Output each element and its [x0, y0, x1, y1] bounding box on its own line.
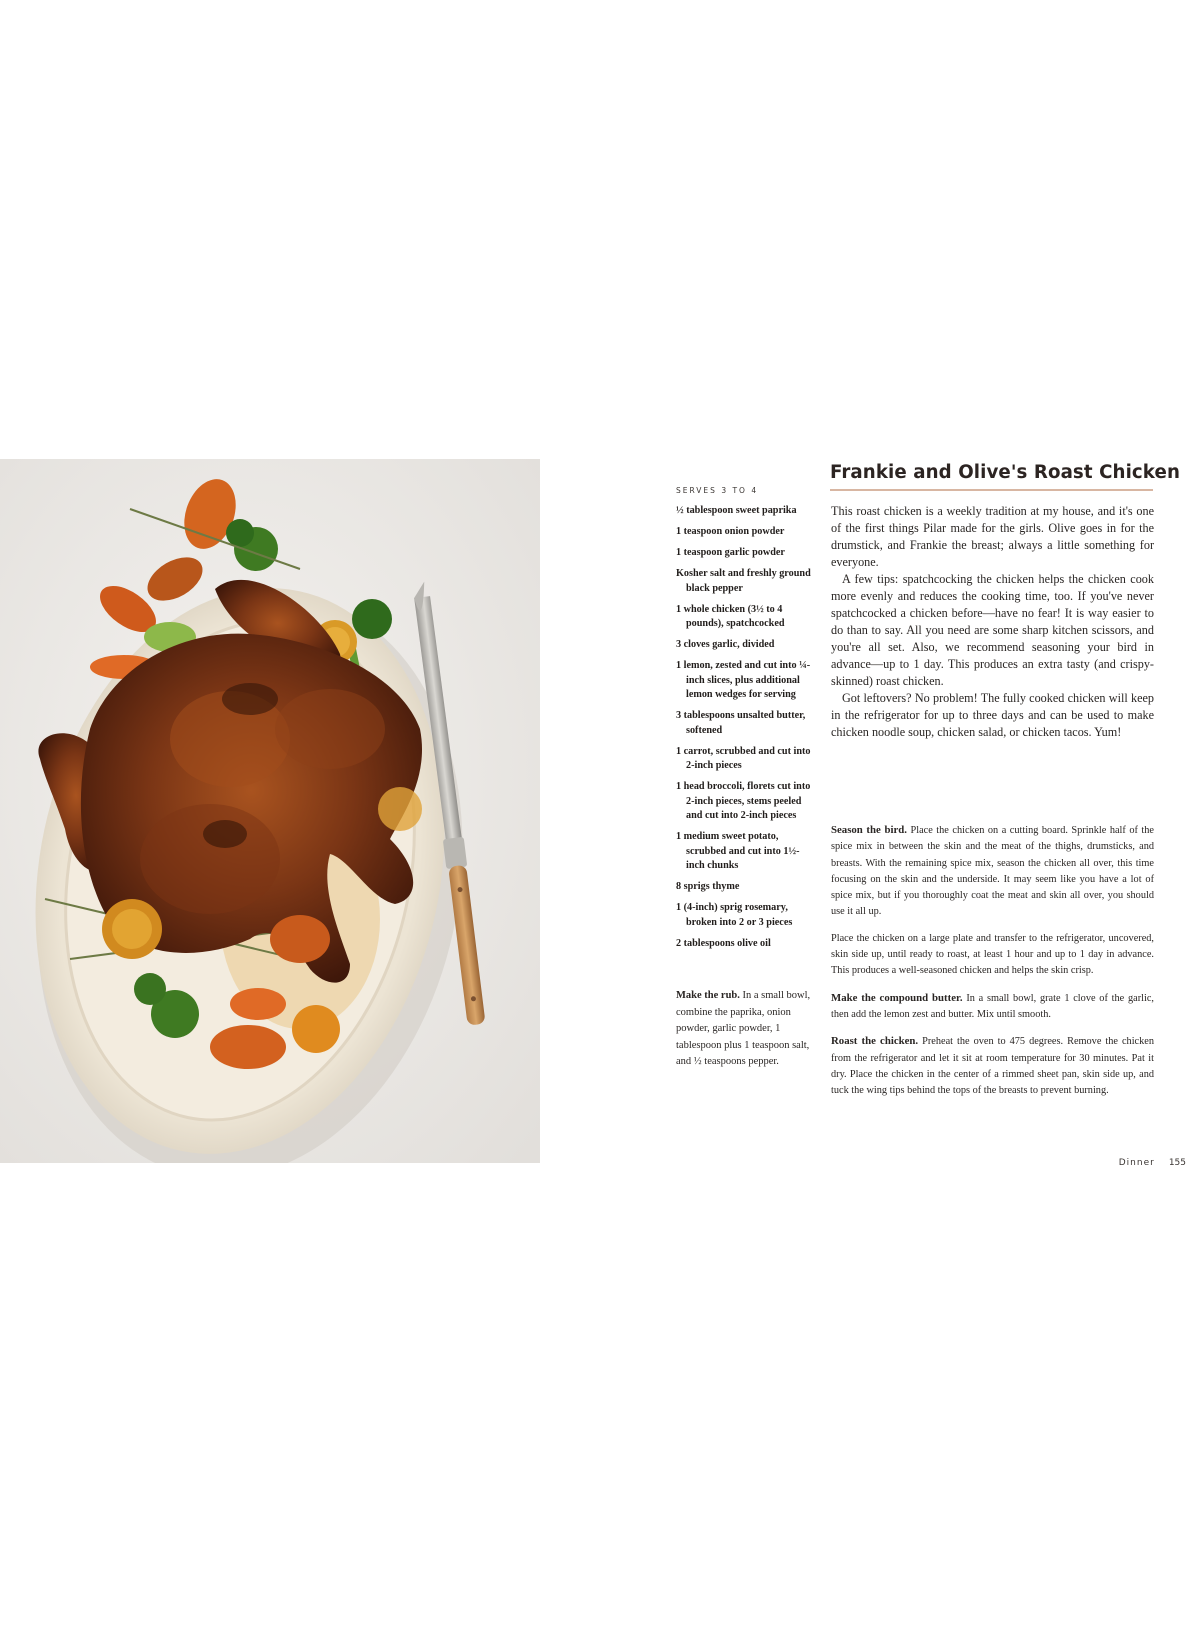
section-name: Dinner: [1118, 1158, 1155, 1168]
method-step: [831, 1033, 1154, 1099]
ingredient-item: 1 lemon, zested and cut into ¼-inch slices, plus additional lemon wedges for serving: [676, 660, 811, 700]
ingredient-item: 1 (4-inch) sprig rosemary, broken into 2 or 3 pieces: [676, 902, 793, 928]
ingredient-item: 1 teaspoon garlic powder: [676, 547, 785, 558]
title-divider: [830, 489, 1153, 491]
step-text: In a small bowl, grate 1 clove of the garlic, then add the lemon zest and butter. Mix until smooth.: [831, 992, 1154, 1020]
step-text: Place the chicken on a large plate and transfer to the refrigerator, uncovered, skin side up, until ready to roast, at least 1 hour and up to 1 day in advance. This produces a well-seasoned chicken and helps the skin crisp.: [831, 932, 1154, 977]
recipe-photo: [0, 459, 540, 1163]
step-heading: Make the compound butter.: [831, 991, 963, 1004]
headnote-paragraph: This roast chicken is a weekly tradition at my house, and it's one of the first things Pilar made for the girls. Olive goes in for the drumstick, and Frankie the breast; always a little something for everyone.: [831, 504, 1154, 569]
ingredient-item: 8 sprigs thyme: [676, 881, 740, 892]
step-heading: Roast the chicken.: [831, 1035, 919, 1048]
step-heading: Season the bird.: [831, 824, 907, 836]
ingredient-item: 1 teaspoon onion powder: [676, 526, 785, 537]
page-footer: [1119, 1158, 1186, 1168]
serves-label: SERVES 3 TO 4: [676, 486, 759, 495]
rub-text: In a small bowl, combine the paprika, onion powder, garlic powder, 1 tablespoon plus 1 teaspoon salt, and ½ teaspoons pepper.: [676, 990, 811, 1067]
recipe-title: Frankie and Olive's Roast Chicken: [830, 462, 1180, 483]
page-number: 155: [1168, 1158, 1186, 1168]
ingredient-item: 1 medium sweet potato, scrubbed and cut into 1½-inch chunks: [676, 831, 800, 871]
method-step: [831, 931, 1154, 980]
step-text: Place the chicken on a cutting board. Sprinkle half of the spice mix in between the skin and the meat of the thighs, drumsticks, and breasts. With the remaining spice mix, season the chicken all over, this time focusing on the skin and the underside. It may seem like you have a lot of spice mix, but if you thoroughly coat the meat and skin all over, you should use it all up.: [831, 825, 1155, 918]
step-text: Preheat the oven to 475 degrees. Remove the chicken from the refrigerator and let it sit at room temperature for 30 minutes. Pat it dry. Place the chicken in the center of a rimmed sheet pan, skin side up, and tuck the wing tips behind the tops of the breasts to prevent burning.: [831, 1036, 1154, 1097]
headnote-paragraph: Got leftovers? No problem! The fully cooked chicken will keep in the refrigerator for up to three days and can be used to make chicken noodle soup, chicken salad, or chicken tacos. Yum!: [831, 691, 1154, 739]
ingredient-item: 2 tablespoons olive oil: [676, 937, 771, 949]
method-step: [831, 990, 1154, 1024]
ingredient-item: ½ tablespoon sweet paprika: [676, 505, 797, 516]
method-step: [831, 822, 1154, 921]
method-steps: [831, 822, 1154, 1109]
rub-heading: Make the rub.: [676, 990, 740, 1001]
rub-instructions: [676, 988, 816, 1071]
ingredient-item: 1 whole chicken (3½ to 4 pounds), spatchcocked: [676, 603, 785, 629]
ingredient-item: 1 carrot, scrubbed and cut into 2-inch pieces: [676, 745, 811, 771]
ingredient-list: [676, 504, 818, 958]
headnote: [831, 503, 1154, 741]
ingredient-item: 3 cloves garlic, divided: [676, 639, 775, 650]
ingredient-item: Kosher salt and freshly ground black pepper: [676, 568, 811, 594]
headnote-paragraph: A few tips: spatchcocking the chicken helps the chicken cook more evenly and reduces the cooking time, too. If you've never spatchcocked a chicken before—have no fear! It is way easier to do than to say. All you need are some sharp kitchen scissors, and you're all set. Also, we recommend seasoning your bird in advance—up to 1 day. This produces an extra tasty (and crispy-skinned) roast chicken.: [831, 572, 1154, 688]
ingredient-item: 3 tablespoons unsalted butter, softened: [676, 710, 806, 736]
ingredient-item: 1 head broccoli, florets cut into 2-inch pieces, stems peeled and cut into 2-inch pieces: [676, 781, 811, 821]
